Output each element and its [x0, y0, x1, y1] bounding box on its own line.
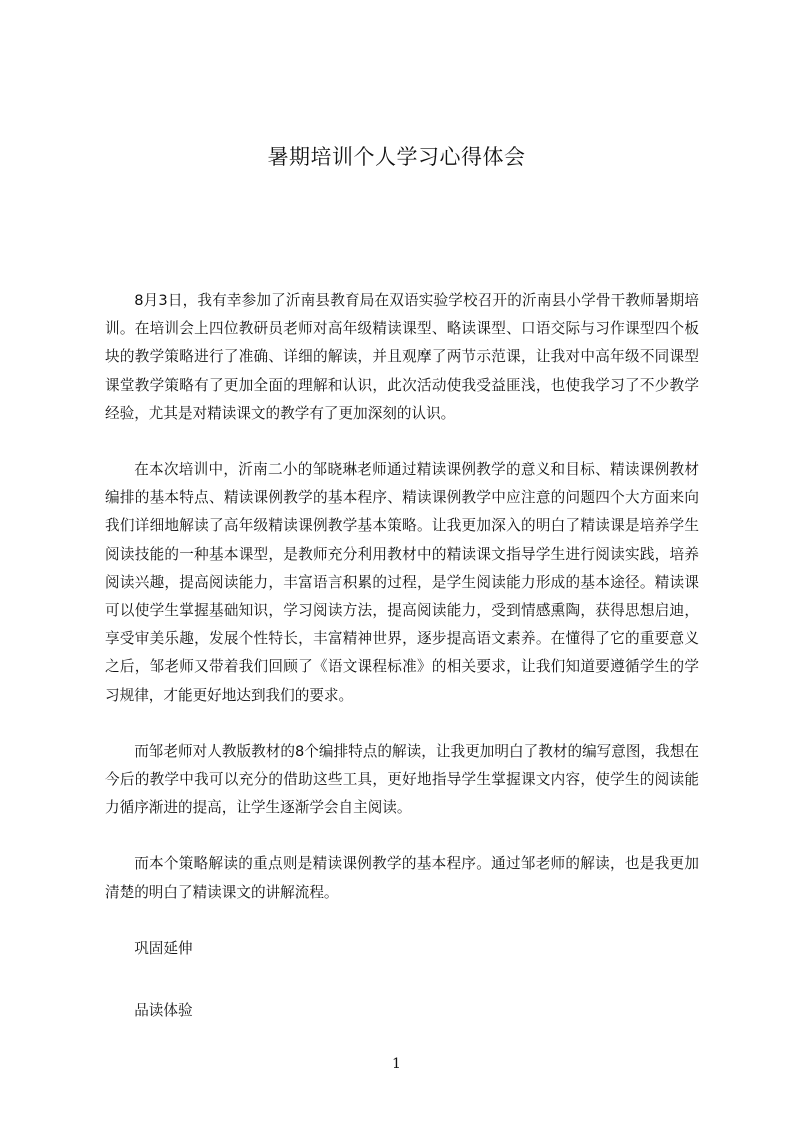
- page-number: 1: [392, 1056, 401, 1072]
- paragraph-textbook-features: 而邹老师对人教版教材的8个编排特点的解读，让我更加明白了教材的编写意图，我想在今后的教学中我可以充分的借助这些工具，更好地指导学生掌握课文内容，使学生的阅读能力循序渐进的提高，让学生逐渐学会自主阅读。: [105, 742, 699, 817]
- document-body: [105, 287, 699, 1059]
- paragraph-training-content: 在本次培训中，沂南二小的邹晓琳老师通过精读课例教学的意义和目标、精读课例教材编排的基本特点、精读课例教学的基本程序、精读课例教学中应注意的问题四个大方面来向我们详细地解读了高年级精读课例教学基本策略。让我更加深入的明白了精读课是培养学生阅读技能的一种基本课型，是教师充分利用教材中的精读课文指导学生进行阅读实践，培养阅读兴趣，提高阅读能力，丰富语言积累的过程，是学生阅读能力形成的基本途径。精读课可以使学生掌握基础知识，学习阅读方法，提高阅读能力，受到情感熏陶，获得思想启迪，享受审美乐趣，发展个性特长，丰富精神世界，逐步提高语文素养。在懂得了它的重要意义之后，邹老师又带着我们回顾了《语文课程标准》的相关要求，让我们知道要遵循学生的学习规律，才能更好地达到我们的要求。: [105, 461, 699, 704]
- document-title: 暑期培训个人学习心得体会: [267, 145, 526, 169]
- paragraph-heading-reading-experience: 品读体验: [134, 1002, 193, 1020]
- paragraph-intro: 8月3日，我有幸参加了沂南县教育局在双语实验学校召开的沂南县小学骨干教师暑期培训。在培训会上四位教研员老师对高年级精读课型、略读课型、口语交际与习作课型四个板块的教学策略进行了准确、详细的解读，并且观摩了两节示范课，让我对中高年级不同课型课堂教学策略有了更加全面的理解和认识，此次活动使我受益匪浅，也使我学习了不少教学经验，尤其是对精读课文的教学有了更加深刻的认识。: [105, 292, 699, 422]
- paragraph-teaching-procedure: 而本个策略解读的重点则是精读课例教学的基本程序。通过邹老师的解读，也是我更加清楚的明白了精读课文的讲解流程。: [105, 855, 699, 901]
- paragraph-heading-consolidate: 巩固延伸: [134, 939, 193, 957]
